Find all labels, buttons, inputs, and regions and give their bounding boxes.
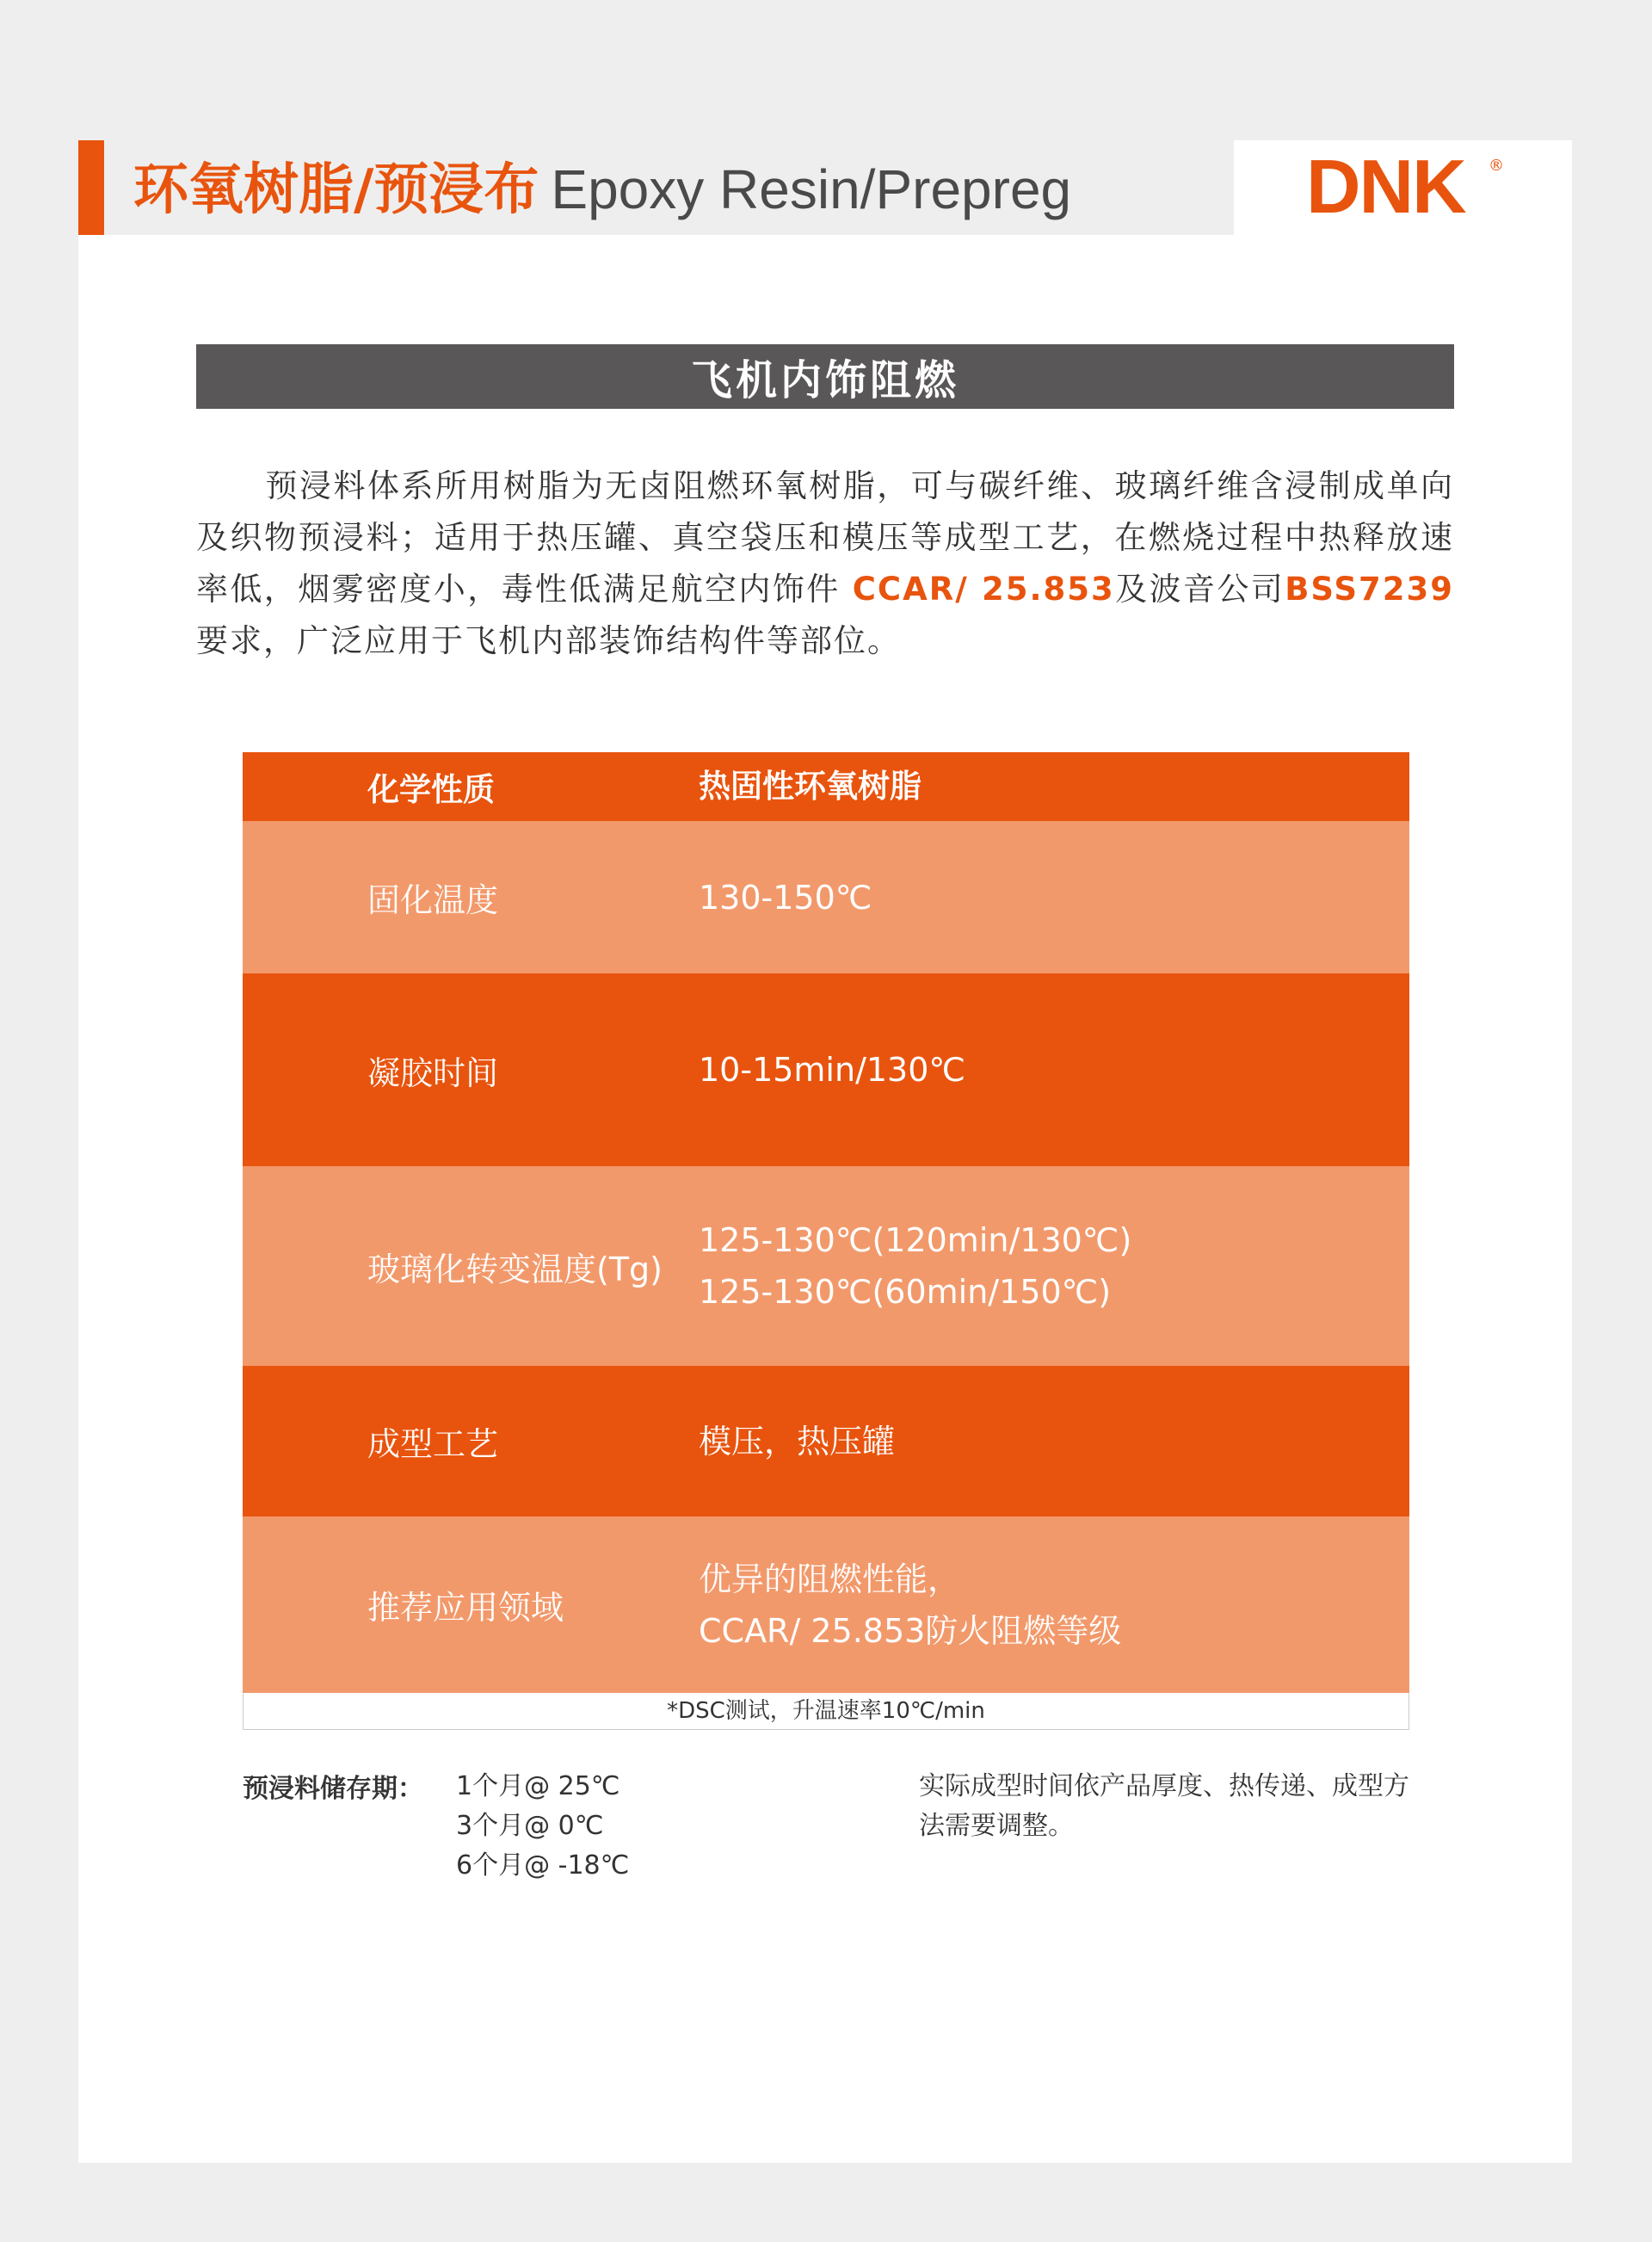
row-label: 固化温度 [367,881,499,919]
storage-label: 预浸料储存期： [243,1774,423,1804]
row-value-line: CCAR/ 25.853防火阻燃等级 [699,1611,1122,1650]
storage-item: 3个月@ 0℃ [456,1811,604,1841]
row-label: 成型工艺 [367,1425,499,1463]
section-title: 飞机内饰阻燃 [196,344,1454,409]
storage-item: 6个月@ -18℃ [456,1850,630,1881]
storage-list [456,1767,629,1886]
row-value [699,1416,1409,1467]
title-accent-bar [78,140,104,235]
intro-highlight-bss: BSS7239 [1285,571,1455,608]
table-header-value: 热固性环氧树脂 [699,768,922,805]
row-value [699,1553,1409,1657]
table-row [243,1366,1409,1516]
row-value-line: 125-130℃(120min/130℃) [699,1221,1132,1259]
table-footnote: *DSC测试，升温速率10℃/min [243,1693,1409,1730]
intro-highlight-ccar: CCAR/ 25.853 [852,571,1115,608]
page-title-cn: 环氧树脂/预浸布 [133,158,539,222]
row-value [699,1044,1409,1096]
table-header-label: 化学性质 [367,771,495,808]
intro-text-3: 要求，广泛应用于飞机内部装饰结构件等部位。 [196,622,901,659]
table-row [243,1516,1409,1693]
table-row [243,1166,1409,1366]
molding-note: 实际成型时间依产品厚度、热传递、成型方法需要调整。 [919,1771,1409,1841]
intro-text-1: 预浸料体系所用树脂为无卤阻燃环氧树脂，可与碳纤维、玻璃纤维含浸制成单向及织物预浸料；适用于热压罐、真空袋压和模压等成型工艺，在燃烧过程中热释放速率低，烟雾密度小，毒性低满足航空内饰件 [196,467,1454,608]
table-header-row [243,752,1409,821]
row-value-line: 10-15min/130℃ [699,1051,966,1089]
row-value [699,1214,1409,1318]
page-title [133,146,1071,232]
row-value-line: 模压，热压罐 [699,1422,896,1461]
table-row [243,821,1409,973]
row-label: 推荐应用领域 [367,1589,564,1627]
properties-table [243,752,1409,1730]
row-value-line: 130-150℃ [699,878,872,917]
page-title-en: Epoxy Resin/Prepreg [551,158,1072,220]
row-value [699,872,1409,923]
registered-mark: ® [1489,157,1504,175]
intro-paragraph [196,460,1454,667]
row-value-line: 125-130℃(60min/150℃) [699,1273,1112,1311]
intro-text-2: 及波音公司 [1114,571,1285,608]
storage-item: 1个月@ 25℃ [456,1771,620,1801]
row-label: 玻璃化转变温度(Tg) [367,1250,663,1288]
row-label: 凝胶时间 [367,1053,499,1092]
table-row [243,973,1409,1166]
row-value-line: 优异的阻燃性能， [699,1560,961,1598]
dnk-logo: DNK [1306,144,1465,229]
